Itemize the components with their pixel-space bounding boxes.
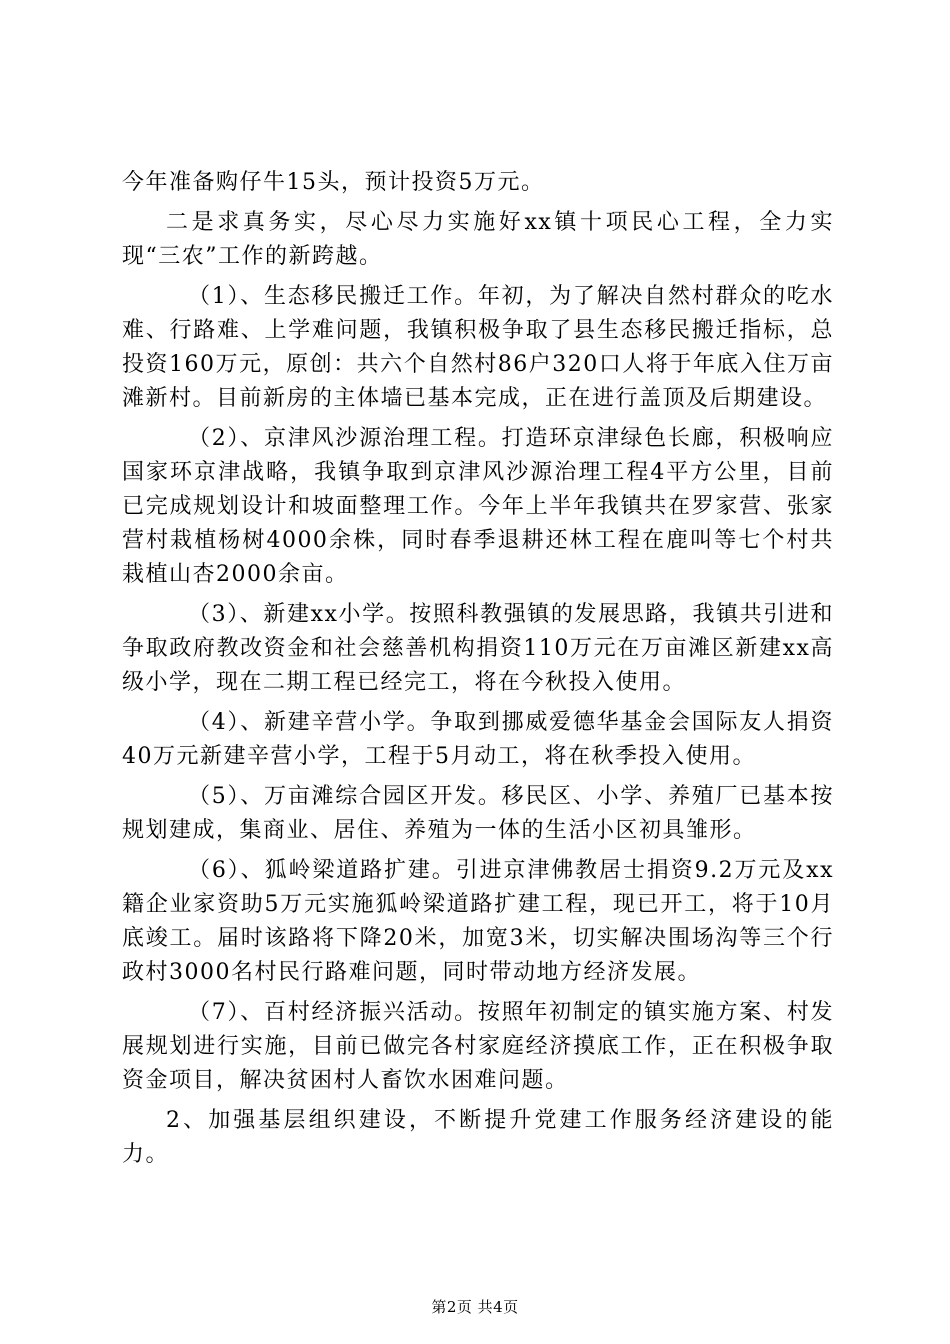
paragraph-item-2: （2）、京津风沙源治理工程。打造环京津绿色长廊，积极响应国家环京津战略，我镇争取到京津风沙源治理工程4平方公里，目前已完成规划设计和坡面整理工作。今年上半年我镇共在罗家营、张家营村栽植杨树4000余株，同时春季退耕还林工程在鹿叫等七个村共栽植山杏2000余亩。 bbox=[122, 426, 834, 587]
paragraph-item-3: （3）、新建xx小学。按照科教强镇的发展思路，我镇共引进和争取政府教改资金和社会慈善机构捐资110万元在万亩滩区新建xx高级小学，现在二期工程已经完工，将在今秋投入使用。 bbox=[122, 602, 834, 695]
paragraph-item-7: （7）、百村经济振兴活动。按照年初制定的镇实施方案、村发展规划进行实施，目前已做完各村家庭经济摸底工作，正在积极争取资金项目，解决贫困村人畜饮水困难问题。 bbox=[122, 1000, 834, 1093]
paragraph-section-two: 二是求真务实，尽心尽力实施好xx镇十项民心工程，全力实现“三农”工作的新跨越。 bbox=[122, 210, 834, 269]
paragraph-item-5: （5）、万亩滩综合园区开发。移民区、小学、养殖厂已基本按规划建成，集商业、居住、养殖为一体的生活小区初具雏形。 bbox=[122, 784, 834, 843]
page-footer: 第2页 共4页 bbox=[431, 1298, 519, 1316]
paragraph-item-4: （4）、新建辛营小学。争取到挪威爱德华基金会国际友人捐资40万元新建辛营小学，工程于5月动工，将在秋季投入使用。 bbox=[122, 710, 834, 769]
paragraph-item-1: （1）、生态移民搬迁工作。年初，为了解决自然村群众的吃水难、行路难、上学难问题，我镇积极争取了县生态移民搬迁指标，总投资160万元，原创：共六个自然村86户320口人将于年底入住万亩滩新村。目前新房的主体墙已基本完成，正在进行盖顶及后期建设。 bbox=[122, 284, 834, 411]
paragraph-point-2: 2、加强基层组织建设，不断提升党建工作服务经济建设的能力。 bbox=[122, 1108, 834, 1167]
paragraph-item-6: （6）、狐岭梁道路扩建。引进京津佛教居士捐资9.2万元及xx籍企业家资助5万元实施狐岭梁道路扩建工程，现已开工，将于10月底竣工。届时该路将下降20米，加宽3米，切实解决围场沟等三个行政村3000名村民行路难问题，同时带动地方经济发展。 bbox=[122, 858, 834, 985]
paragraph-continuation: 今年准备购仔牛15头，预计投资5万元。 bbox=[122, 170, 545, 195]
document-body bbox=[122, 166, 834, 1178]
